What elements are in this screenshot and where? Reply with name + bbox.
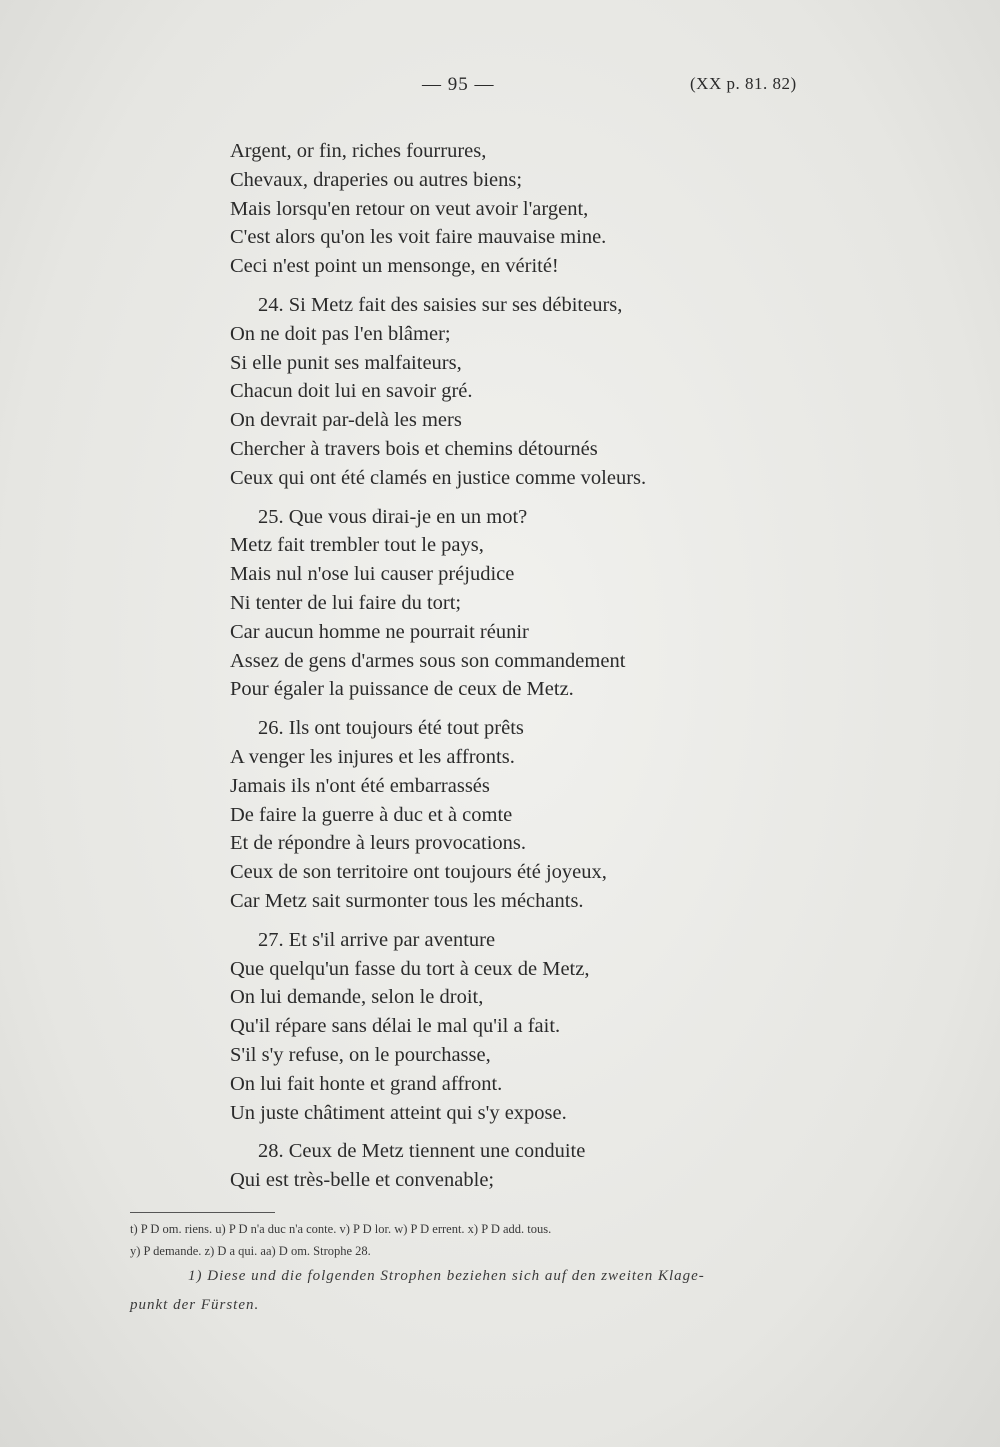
verse-line: Ceux qui ont été clamés en justice comme voleurs.	[230, 466, 647, 489]
verse-line: Un juste châtiment atteint qui s'y expose.	[230, 1101, 567, 1124]
stanza-27	[230, 926, 790, 1128]
verse-line: Si elle punit ses malfaiteurs,	[230, 351, 462, 374]
poem-text	[230, 137, 790, 1205]
verse-line: S'il s'y refuse, on le pourchasse,	[230, 1043, 491, 1066]
verse-line: Metz fait trembler tout le pays,	[230, 534, 484, 557]
verse-line: Chacun doit lui en savoir gré.	[230, 380, 473, 403]
verse-line: Qui est très-belle et convenable;	[230, 1169, 495, 1192]
verse-line: Ceci n'est point un mensonge, en vérité!	[230, 255, 559, 278]
stanza-26	[230, 714, 790, 916]
page-header	[0, 70, 1000, 100]
verse-line: Car aucun homme ne pourrait réunir	[230, 620, 529, 643]
footnote-text: 1) Diese und die folgenden Strophen beziehen sich auf den zweiten Klage-	[188, 1268, 705, 1284]
verse-line: 24. Si Metz fait des saisies sur ses débiteurs,	[258, 293, 623, 316]
footnote-1	[130, 1262, 870, 1320]
stanza	[230, 137, 790, 281]
verse-line: 27. Et s'il arrive par aventure	[258, 928, 496, 951]
verse-line: 28. Ceux de Metz tiennent une conduite	[258, 1140, 586, 1163]
verse-line: Argent, or fin, riches fourrures,	[230, 140, 487, 162]
verse-line: Et de répondre à leurs provocations.	[230, 832, 527, 855]
footnotes	[130, 1198, 870, 1320]
page-reference: (XX p. 81. 82)	[690, 74, 797, 93]
verse-line: 26. Ils ont toujours été tout prêts	[258, 717, 524, 740]
verse-line: On devrait par-delà les mers	[230, 409, 462, 432]
verse-line: Que quelqu'un fasse du tort à ceux de Metz,	[230, 957, 590, 980]
verse-line: Mais lorsqu'en retour on veut avoir l'argent,	[230, 197, 589, 220]
verse-line: Qu'il répare sans délai le mal qu'il a fait.	[230, 1015, 561, 1038]
verse-line: On lui fait honte et grand affront.	[230, 1072, 503, 1095]
stanza-25	[230, 503, 790, 705]
variant-readings: y) P demande. z) D a qui. aa) D om. Strophe 28.	[130, 1244, 371, 1258]
verse-line: A venger les injures et les affronts.	[230, 745, 515, 768]
verse-line: De faire la guerre à duc et à comte	[230, 803, 513, 826]
verse-line: Car Metz sait surmonter tous les méchants.	[230, 889, 584, 912]
stanza-28	[230, 1137, 790, 1195]
verse-line: Chevaux, draperies ou autres biens;	[230, 168, 523, 191]
variant-readings: t) P D om. riens. u) P D n'a duc n'a conte. v) P D lor. w) P D errent. x) P D add. tous.	[130, 1222, 552, 1236]
verse-line: Chercher à travers bois et chemins détournés	[230, 437, 598, 460]
verse-line: Assez de gens d'armes sous son commandement	[230, 649, 626, 672]
verse-line: On ne doit pas l'en blâmer;	[230, 322, 451, 345]
verse-line: Jamais ils n'ont été embarrassés	[230, 774, 490, 797]
verse-line: Pour égaler la puissance de ceux de Metz.	[230, 678, 574, 701]
footnote-text: punkt der Fürsten.	[130, 1297, 260, 1313]
verse-line: C'est alors qu'on les voit faire mauvaise mine.	[230, 226, 607, 249]
verse-line: 25. Que vous dirai-je en un mot?	[258, 505, 528, 528]
verse-line: Mais nul n'ose lui causer préjudice	[230, 563, 515, 586]
verse-line: Ni tenter de lui faire du tort;	[230, 591, 462, 614]
verse-line: On lui demande, selon le droit,	[230, 986, 484, 1009]
verse-line: Ceux de son territoire ont toujours été joyeux,	[230, 861, 607, 884]
page-number: — 95 —	[422, 74, 495, 95]
stanza-24	[230, 291, 790, 493]
